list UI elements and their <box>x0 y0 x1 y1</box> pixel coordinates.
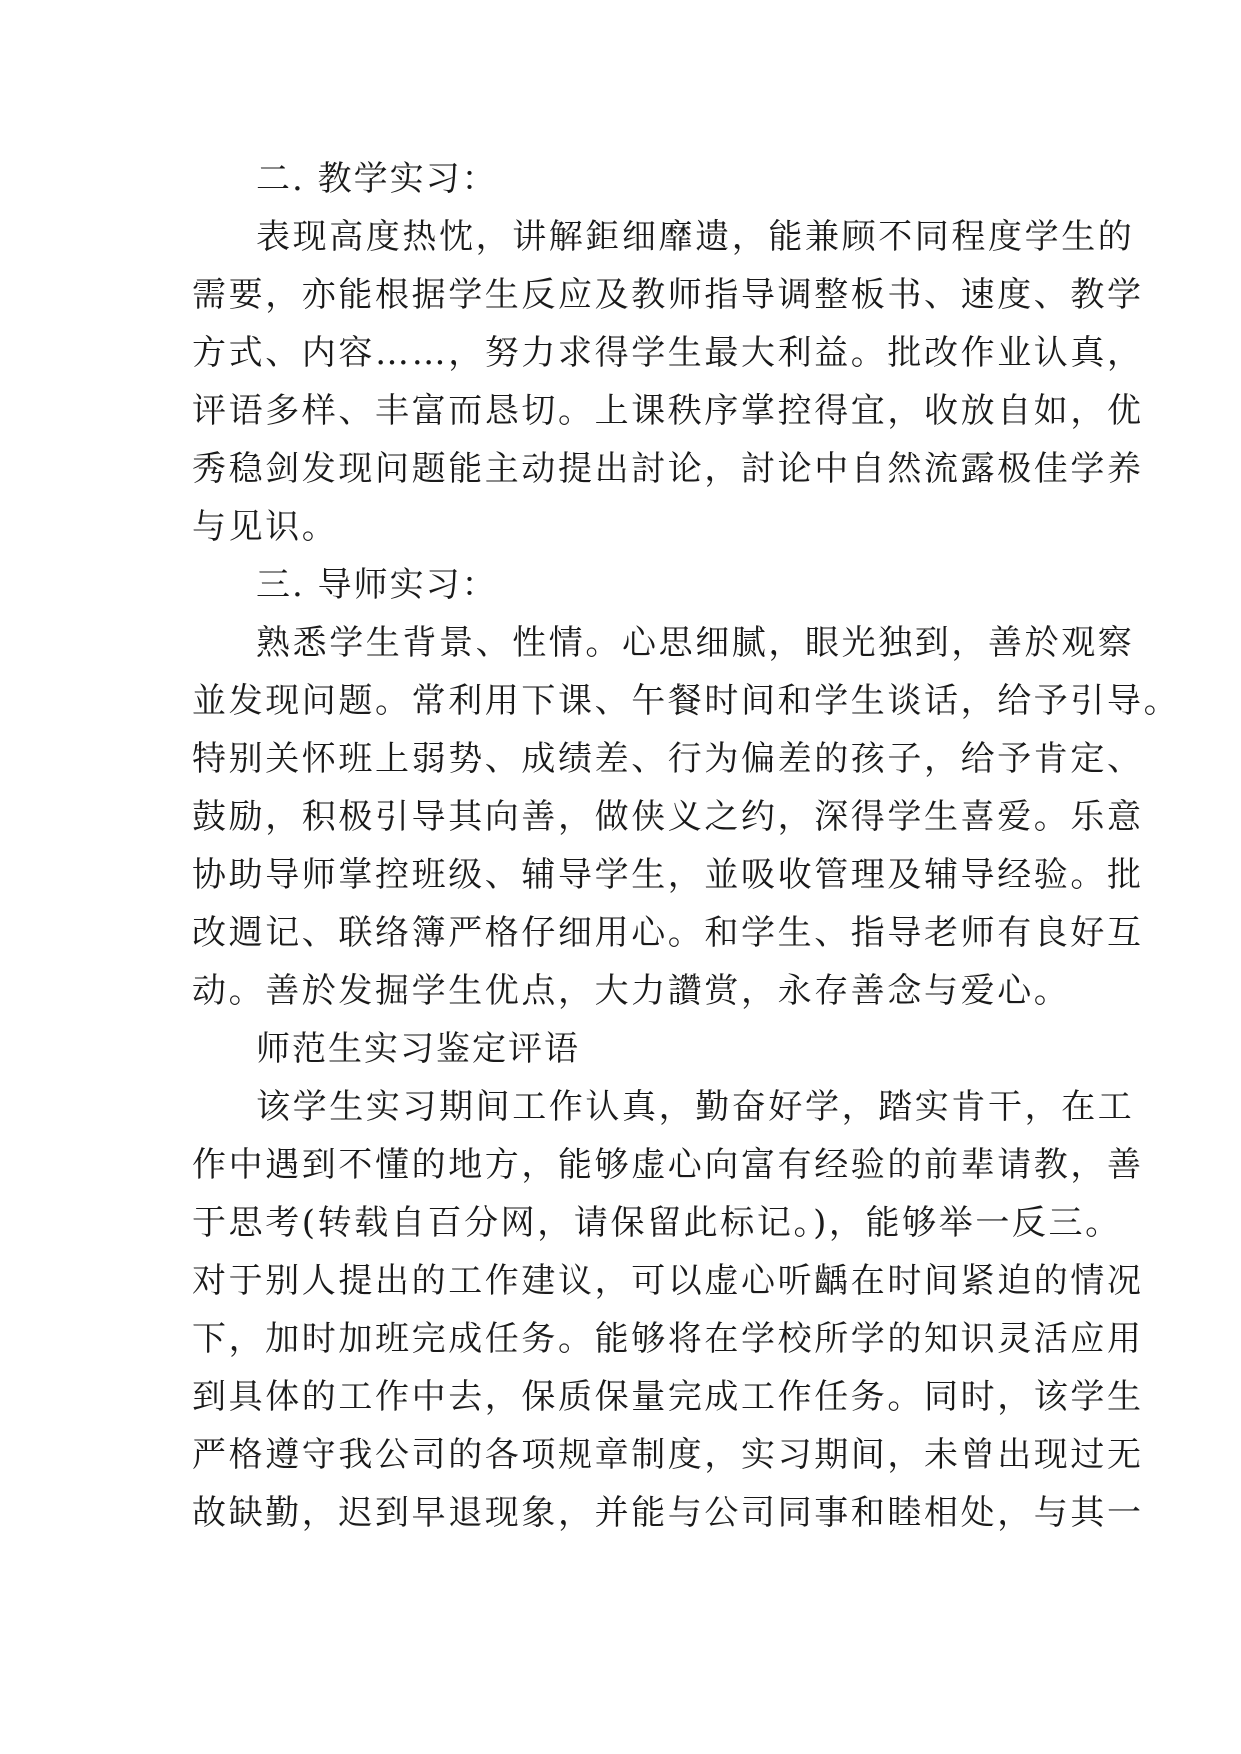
paragraph-line: 特别关怀班上弱势、成绩差、行为偏差的孩子，给予肯定、 <box>192 739 1144 779</box>
paragraph-line: 评语多样、丰富而恳切。上课秩序掌控得宜，收放自如，优 <box>192 391 1144 431</box>
section-heading-teaching: 二. 教学实习： <box>256 159 498 199</box>
paragraph-line: 鼓励，积极引导其向善，做侠义之约，深得学生喜爱。乐意 <box>192 797 1144 837</box>
paragraph-line: 严格遵守我公司的各项规章制度，实习期间，未曾出现过无 <box>192 1435 1144 1475</box>
paragraph-line: 与见识。 <box>192 507 339 547</box>
paragraph-line: 到具体的工作中去，保质保量完成工作任务。同时，该学生 <box>192 1377 1144 1417</box>
section-heading-mentor: 三. 导师实习： <box>256 565 498 605</box>
paragraph-line: 对于别人提出的工作建议，可以虚心听齲在时间紧迫的情况 <box>192 1261 1144 1301</box>
paragraph-line: 故缺勤，迟到早退现象，并能与公司同事和睦相处，与其一 <box>192 1493 1144 1533</box>
paragraph-line: 下，加时加班完成任务。能够将在学校所学的知识灵活应用 <box>192 1319 1144 1359</box>
paragraph-line: 方式、内容……，努力求得学生最大利益。批改作业认真， <box>192 333 1144 373</box>
paragraph-line: 改週记、联络簿严格仔细用心。和学生、指导老师有良好互 <box>192 913 1144 953</box>
paragraph-line: 表现高度热忱，讲解鉅细靡遗，能兼顾不同程度学生的 <box>256 217 1135 257</box>
paragraph-line: 秀稳剑发现问题能主动提出討论，討论中自然流露极佳学养 <box>192 449 1144 489</box>
paragraph-line: 熟悉学生背景、性情。心思细腻，眼光独到，善於观察 <box>256 623 1135 663</box>
section-title-evaluation: 师范生实习鉴定评语 <box>256 1029 580 1069</box>
paragraph-line: 于思考(转载自百分网，请保留此标记。)，能够举一反三。 <box>192 1203 1122 1243</box>
paragraph-line: 动。善於发掘学生优点，大力讚赏，永存善念与爱心。 <box>192 971 1071 1011</box>
paragraph-line: 该学生实习期间工作认真，勤奋好学，踏实肯干，在工 <box>256 1087 1135 1127</box>
paragraph-line: 需要，亦能根据学生反应及教师指导调整板书、速度、教学 <box>192 275 1144 315</box>
paragraph-line: 协助导师掌控班级、辅导学生，並吸收管理及辅导经验。批 <box>192 855 1144 895</box>
paragraph-line: 作中遇到不懂的地方，能够虚心向富有经验的前辈请教，善 <box>192 1145 1144 1185</box>
paragraph-line: 並发现问题。常利用下课、午餐时间和学生谈话，给予引导。 <box>192 681 1181 721</box>
document-page <box>192 150 1181 1542</box>
